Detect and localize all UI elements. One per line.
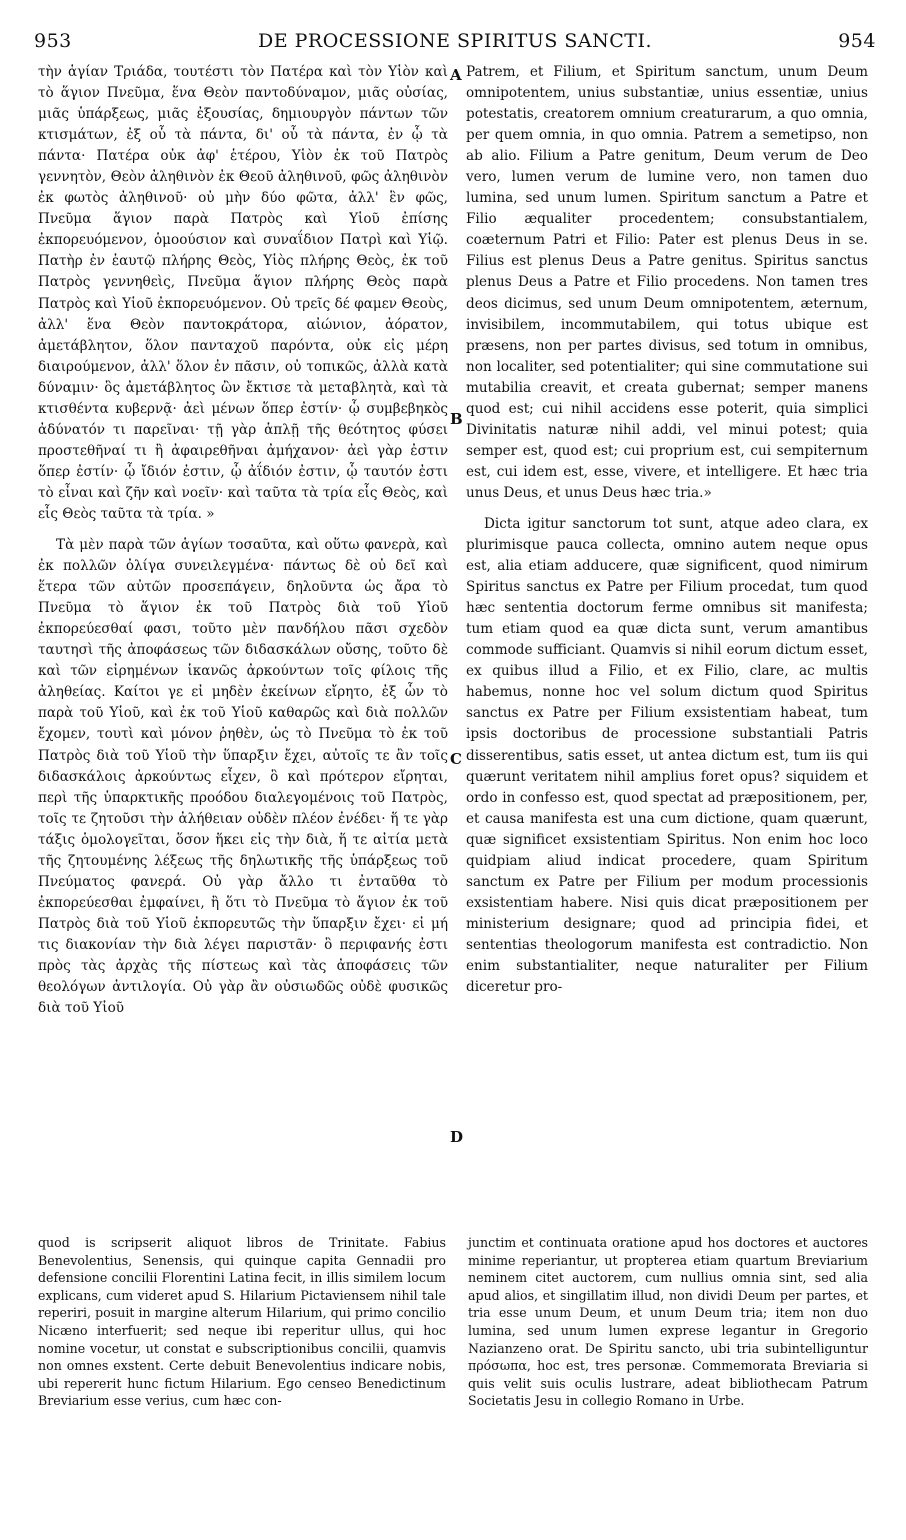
margin-marker-a: A	[450, 66, 462, 84]
footnote-right	[468, 1234, 868, 1410]
greek-column	[38, 62, 448, 1019]
page-header	[34, 30, 876, 56]
latin-paragraph-2: Dicta igitur sanctorum tot sunt, atque adeo clara, ex plurimisque pauca collecta, omnino autem neque opus est, alia etiam adducere, quæ significent, quod nimirum Spiritus sanctus ex Patre per Filium procedat, tum quod hæc sententia doctorum ferme omnibus sit manifesta; tum etiam quod ea quæ dicta sunt, verum amantibus commode sufficiant. Quamvis si nihil eorum dictum esset, ex quibus illud a Filio, et ex Filio, clare, ac multis habemus, nonne hoc vel solum dictum quod Spiritus sanctus ex Patre per Filium exsistentiam habeat, tum ipsis doctoribus de processione substantiali Patris disserentibus, satis esset, ut antea dictum est, tum iis qui quærunt veritatem nihil amplius foret opus? siquidem et ordo in confesso est, quod spectat ad præpositionem, per, et causa manifesta est una cum dictione, quam quærunt, quæ significet exsistentiam Spiritus. Non enim hoc loco quidpiam aliud indicat procedere, quam Spiritum sanctum ex Patre per Filium per modum processionis exsistentiam habere. Nisi quis dicat præpositionem per ministerium designare; quod ad principia fidei, et sententias theologorum manifesta est contradictio. Non enim substantialiter, neque naturaliter per Filium diceretur pro-	[466, 515, 868, 996]
greek-paragraph-2: Τὰ μὲν παρὰ τῶν ἁγίων τοσαῦτα, καὶ οὕτω φανερὰ, καὶ ἐκ πολλῶν ὀλίγα συνειλεγμένα· πάντως δὲ οὐ δεῖ καὶ ἕτερα τῶν αὐτῶν προσεπάγειν, δηλοῦντα ὡς ἄρα τὸ Πνεῦμα τὸ ἅγιον ἐκ τοῦ Πατρὸς διὰ τοῦ Υἱοῦ ἐκπορεύεσθαί φασι, τοῦτο μὲν πανδήλου πᾶσι σχεδὸν ταυτησὶ τῆς ἀποφάσεως τῶν διδασκάλων οὔσης, τοῦτο δὲ καὶ τῶν εἰρημένων ἱκανῶς ἀρκούντων τοῖς φίλοις τῆς ἀληθείας. Καίτοι γε εἰ μηδὲν ἐκείνων εἴρητο, ἐξ ὧν τὸ παρὰ τοῦ Υἱοῦ, καὶ ἐκ τοῦ Υἱοῦ καθαρῶς καὶ διὰ πολλῶν ἔχομεν, τουτὶ καὶ μόνον ῥηθὲν, ὡς τὸ Πνεῦμα τὸ ἐκ τοῦ Πατρὸς διὰ τοῦ Υἱοῦ τὴν ὕπαρξιν ἔχει, αὐτοῖς τε ἂν τοῖς διδασκάλοις ἀρκούντως εἶχεν, ὃ καὶ πρότερον εἴρηται, περὶ τῆς ὑπαρκτικῆς προόδου διαλεγομένοις τοῦ Πατρὸς, τοῖς τε ζητοῦσι τὴν ἀλήθειαν οὐδὲν πλέον ἐνέδει· ἥ τε γὰρ τάξις ὁμολογεῖται, ὅσον ἥκει εἰς τὴν διὰ, ἥ τε αἰτία μετὰ τῆς ζητουμένης λέξεως τῆς δηλωτικῆς τῆς ὑπάρξεως τοῦ Πνεύματος φανερά. Οὐ γὰρ ἄλλο τι ἐνταῦθα τὸ ἐκπορεύεσθαι ἐμφαίνει, ἢ ὅτι τὸ Πνεῦμα τὸ ἅγιον ἐκ τοῦ Πατρὸς διὰ τοῦ Υἱοῦ ἐκπορευτῶς τὴν ὕπαρξιν ἔχει· εἰ μή τις διακονίαν τὴν διὰ λέγει παριστᾶν· ὃ περιφανής ἐστι πρὸς τὰς ἀρχὰς τῆς πίστεως καὶ τὰς ἀποφάσεις τῶν θεολόγων ἀντιλογία. Οὐ γὰρ ἂν οὐσιωδῶς οὐδὲ φυσικῶς διὰ τοῦ Υἱοῦ	[38, 537, 448, 1017]
latin-column	[466, 62, 868, 998]
latin-paragraph-1: Patrem, et Filium, et Spiritum sanctum, unum Deum omnipotentem, unius substantiæ, unius essentiæ, unius potestatis, creatorem omnium creaturarum, a quo omnia, per quem omnia, in quo omnia. Patrem a semetipso, non ab alio. Filium a Patre genitum, Deum verum de Deo vero, lumen verum de lumine vero, non tamen duo lumina, sed unum lumen. Spiritum sanctum a Patre et Filio æqualiter procedentem; consubstantialem, coæternum Patri et Filio: Pater est plenus Deus in se. Filius est plenus Deus a Patre genitus. Spiritus sanctus plenus Deus a Patre et Filio procedens. Non tamen tres deos dicimus, sed unum Deum omnipotentem, æternum, invisibilem, incommutabilem, qui totus ubique est præsens, non per partes divisus, sed totum in omnibus, non localiter, sed potentialiter; qui sine commutatione sui mutabilia creavit, et creata gubernat; semper manens quod est; cui nihil accidens esse poterit, quia simplici Divinitatis naturæ nihil addi, vel minui potest; quia semper est, quod est; cui proprium est, cui sempiternum est, cui idem est, esse, vivere, et intelligere. Et hæc tria unus Deus, et unus Deus hæc tria.»	[466, 64, 868, 501]
footnote-right-text: junctim et continuata oratione apud hos doctores et auctores minime reperiantur, ut propterea etiam quartum Breviarium neminem citet auctorem, cum nullius omnia sint, sed alia apud alios, et singillatim illud, non dividi Deum per partes, et tria esse unum Deum, et unum Deum tria; item non duo lumina, sed unum lumen exprese legantur in Gregorio Nazianzeno orat. De Spiritu sancto, ubi tria subintelliguntur πρόσωπα, hoc est, tres personæ. Commemorata Breviaria si quis velit suis oculis lustrare, adeat bibliothecam Patrum Societatis Jesu in collegio Romano in Urbe.	[468, 1235, 868, 1409]
margin-marker-d: D	[450, 1128, 464, 1146]
margin-marker-b: B	[450, 410, 463, 428]
greek-paragraph-1: τὴν ἁγίαν Τριάδα, τουτέστι τὸν Πατέρα καὶ τὸν Υἱὸν καὶ τὸ ἅγιον Πνεῦμα, ἕνα Θεὸν παντοδύναμον, μιᾶς οὐσίας, μιᾶς ὑπάρξεως, μιᾶς ἐξουσίας, δημιουργὸν πάντων τῶν κτισμάτων, ἐξ οὗ τὰ πάντα, δι' οὗ τὰ πάντα, ἐν ᾧ τὰ πάντα· Πατέρα οὐκ ἀφ' ἑτέρου, Υἱὸν ἐκ τοῦ Πατρὸς γεννητὸν, Θεὸν ἀληθινὸν ἐκ Θεοῦ ἀληθινοῦ, φῶς ἀληθινὸν ἐκ φωτὸς ἀληθινοῦ· οὐ μὴν δύο φῶτα, ἀλλ' ἓν φῶς, Πνεῦμα ἅγιον παρὰ Πατρὸς καὶ Υἱοῦ ἐπίσης ἐκπορευόμενον, ὁμοούσιον καὶ συναΐδιον Πατρὶ καὶ Υἱῷ. Πατὴρ ἐν ἑαυτῷ πλήρης Θεὸς, Υἱὸς πλήρης Θεὸς, ἐκ τοῦ Πατρὸς γεννηθεὶς, Πνεῦμα ἅγιον πλήρης Θεὸς παρὰ Πατρὸς καὶ Υἱοῦ ἐκπορευόμενον. Οὐ τρεῖς δέ φαμεν Θεοὺς, ἀλλ' ἕνα Θεὸν παντοκράτορα, αἰώνιον, ἀόρατον, ἀμετάβλητον, ὅλον πανταχοῦ παρόντα, οὐκ εἰς μέρη διαιρούμενον, ἀλλ' ὅλον ἐν πᾶσιν, οὐ τοπικῶς, ἀλλὰ κατὰ δύναμιν· ὃς ἀμετάβλητος ὢν ἔκτισε τὰ μεταβλητὰ, καὶ τὰ κτισθέντα κυβερνᾷ· ἀεὶ μένων ὅπερ ἐστίν· ᾧ συμβεβηκὸς ἀδύνατόν τι παρεῖναι· τῇ γὰρ ἁπλῇ τῆς θεότητος φύσει προστεθῆναί τι ἢ ἀφαιρεθῆναι ἀμήχανον· ἀεὶ γὰρ ἐστιν ὅπερ ἐστίν· ᾧ ἴδιόν ἐστιν, ᾧ ἀΐδιόν ἐστιν, ᾧ ταυτόν ἐστι τὸ εἶναι καὶ ζῆν καὶ νοεῖν· καὶ ταῦτα τὰ τρία εἷς Θεὸς, καὶ εἷς Θεὸς ταῦτα τὰ τρία. »	[38, 64, 448, 522]
margin-marker-c: C	[450, 750, 462, 768]
running-title: DE PROCESSIONE SPIRITUS SANCTI.	[257, 30, 652, 52]
footnote-left-text: quod is scripserit aliquot libros de Trinitate. Fabius Benevolentius, Senensis, qui quinque capita Gennadii pro defensione concilii Florentini Latina fecit, in illis similem locum explicans, cum videret apud S. Hilarium Pictaviensem nihil tale reperiri, posuit in margine alterum Hilarium, qui primo concilio Nicæno interfuerit; sed neque ibi reperitur ullus, qui hoc nomine vocetur, ut constat e subscriptionibus concilii, quamvis non omnes exstent. Certe debuit Benevolentius indicare nobis, ubi repererit hunc fictum Hilarium. Ego censeo Benedictinum Breviarium esse verius, cum hæc con-	[38, 1235, 446, 1409]
right-page-number: 954	[838, 30, 876, 52]
footnote-left	[38, 1234, 446, 1410]
left-page-number: 953	[34, 30, 72, 52]
